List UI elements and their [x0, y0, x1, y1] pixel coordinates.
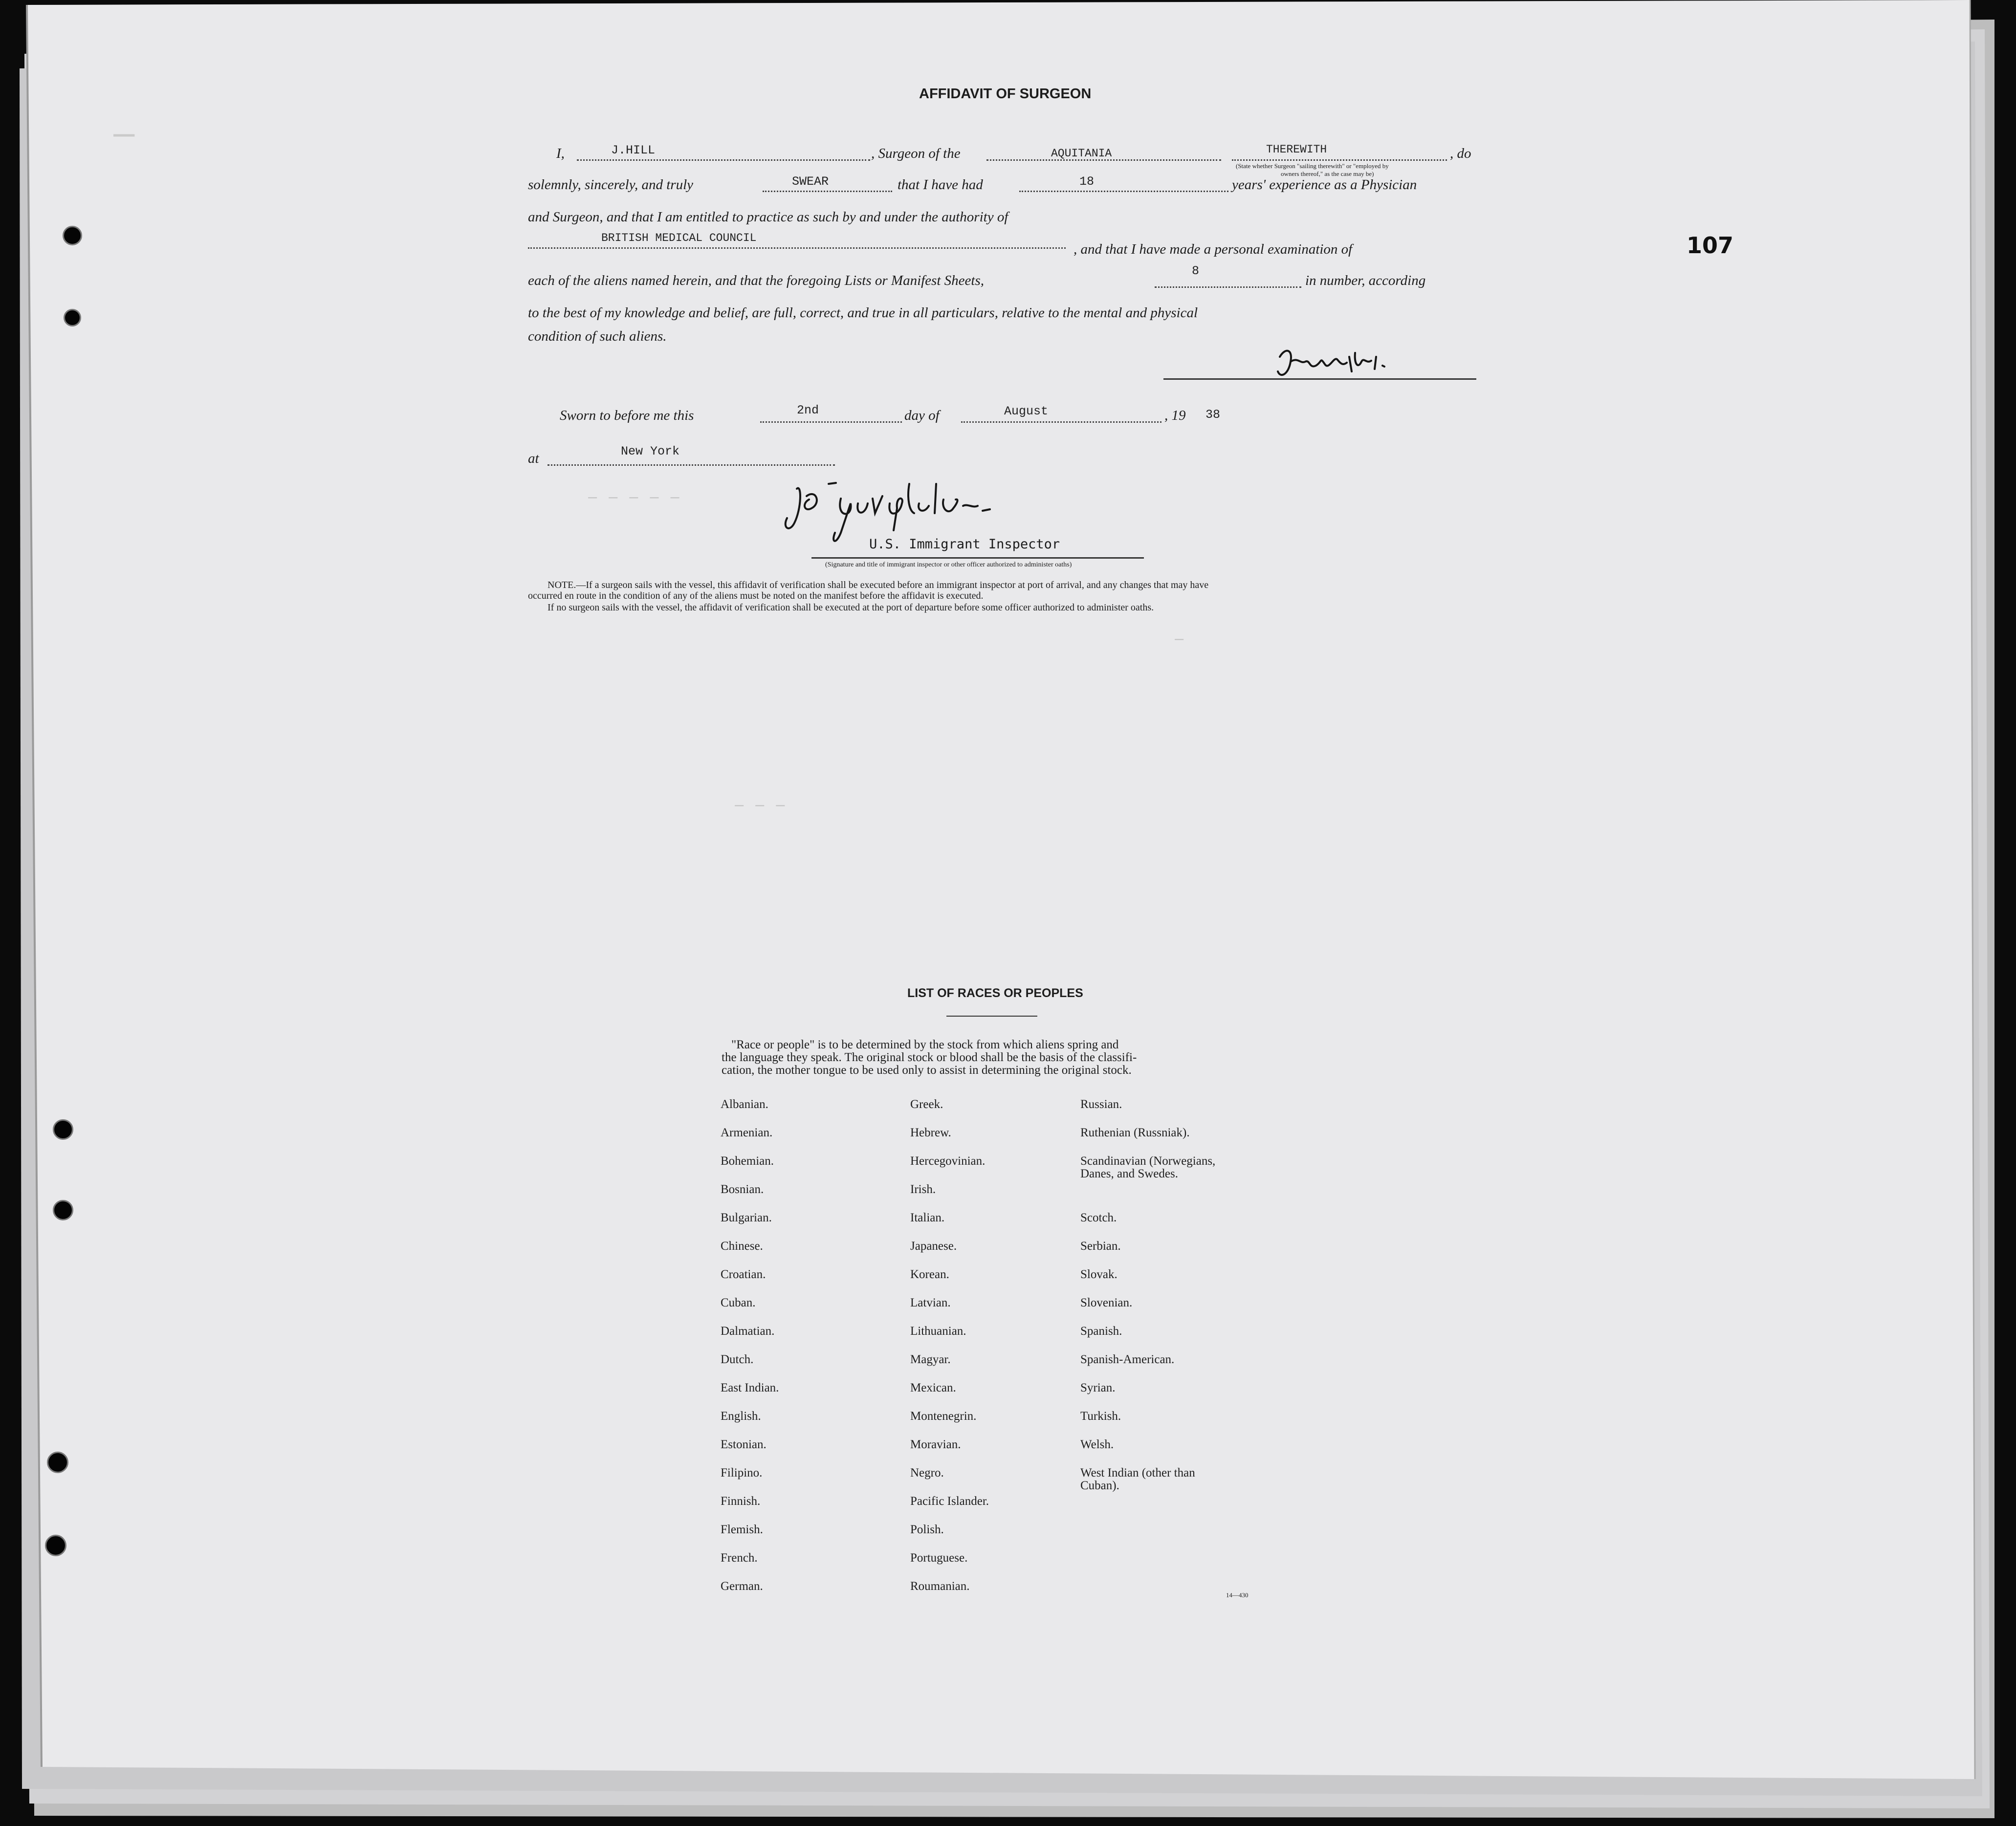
- race-item: West Indian (other than: [1080, 1466, 1195, 1479]
- place-line: [548, 464, 835, 466]
- punch-hole: [63, 226, 82, 245]
- month-line: [961, 421, 1161, 423]
- race-item: Armenian.: [721, 1126, 773, 1139]
- race-item: German.: [721, 1580, 763, 1593]
- race-item: French.: [721, 1551, 758, 1565]
- affidavit-note: If no surgeon sails with the vessel, the affidavit of verification shall be executed at the port of departure before some officer authorized to administer oaths.: [548, 602, 1154, 613]
- race-item: Japanese.: [910, 1239, 957, 1253]
- race-item: Cuban.: [721, 1296, 756, 1309]
- race-item: Bohemian.: [721, 1154, 774, 1168]
- oath-word: SWEAR: [792, 174, 829, 189]
- sworn-day: 2nd: [797, 403, 819, 417]
- race-item: Turkish.: [1080, 1410, 1121, 1423]
- affidavit-text: solemnly, sincerely, and truly: [528, 177, 694, 193]
- inspector-title: U.S. Immigrant Inspector: [869, 537, 1060, 552]
- race-item: Italian.: [910, 1211, 945, 1224]
- race-item: Roumanian.: [910, 1580, 970, 1593]
- affidavit-text: and Surgeon, and that I am entitled to practice as such by and under the authority of: [528, 209, 1008, 225]
- race-item: Serbian.: [1080, 1239, 1121, 1253]
- race-item: Mexican.: [910, 1381, 956, 1394]
- affidavit-text: in number, according: [1305, 273, 1426, 288]
- surgeon-signature-line: [1163, 378, 1476, 380]
- affidavit-text: , 19: [1164, 408, 1186, 423]
- race-item: Dalmatian.: [721, 1325, 775, 1338]
- surgeon-name: J.HILL: [611, 143, 656, 157]
- race-item: Ruthenian (Russniak).: [1080, 1126, 1190, 1139]
- race-item: East Indian.: [721, 1381, 779, 1394]
- authority: BRITISH MEDICAL COUNCIL: [601, 232, 757, 244]
- bleed-through-text: — — — — —: [587, 489, 679, 506]
- punch-hole: [64, 309, 81, 326]
- years-experience: 18: [1079, 174, 1095, 189]
- race-item: Portuguese.: [910, 1551, 968, 1565]
- race-item: Filipino.: [721, 1466, 763, 1479]
- race-item: Hebrew.: [910, 1126, 951, 1139]
- affidavit-title: AFFIDAVIT OF SURGEON: [919, 86, 1092, 102]
- race-item: Magyar.: [910, 1353, 951, 1366]
- race-item: Cuban).: [1080, 1479, 1119, 1492]
- races-intro: the language they speak. The original stock or blood shall be the basis of the classifi-: [722, 1051, 1137, 1064]
- sworn-year: 38: [1205, 408, 1221, 422]
- race-item: Moravian.: [910, 1438, 961, 1451]
- affidavit-note: occurred en route in the condition of any of the aliens must be noted on the manifest before the affidavit is executed.: [528, 590, 984, 601]
- authority-line: [528, 247, 1066, 249]
- race-item: Scandinavian (Norwegians,: [1080, 1154, 1216, 1168]
- affidavit-text: day of: [904, 408, 940, 423]
- inspector-signature: [767, 469, 1071, 547]
- affidavit-text: , do: [1450, 146, 1471, 161]
- race-item: Welsh.: [1080, 1438, 1114, 1451]
- affidavit-text: to the best of my knowledge and belief, are full, correct, and true in all particulars, relative to the mental and physical: [528, 305, 1198, 321]
- oath-line: [763, 191, 892, 192]
- affidavit-text: Sworn to before me this: [560, 408, 694, 423]
- race-item: Dutch.: [721, 1353, 754, 1366]
- bleed-through-text: — — —: [733, 797, 785, 814]
- punch-hole: [45, 1535, 66, 1556]
- race-item: Polish.: [910, 1523, 944, 1536]
- affidavit-text: that I have had: [898, 177, 983, 193]
- day-line: [760, 421, 902, 423]
- manifest-sheets: 8: [1192, 264, 1200, 278]
- race-item: Spanish.: [1080, 1325, 1122, 1338]
- affidavit-text: years' experience as a Physician: [1232, 177, 1417, 193]
- sheets-line: [1155, 286, 1301, 288]
- punch-hole: [53, 1200, 73, 1220]
- affidavit-text: each of the aliens named herein, and that the foregoing Lists or Manifest Sheets,: [528, 273, 984, 288]
- race-item: Spanish-American.: [1080, 1353, 1175, 1366]
- race-item: Scotch.: [1080, 1211, 1117, 1224]
- race-item: Flemish.: [721, 1523, 763, 1536]
- punch-hole: [53, 1119, 73, 1140]
- affidavit-text: condition of such aliens.: [528, 328, 667, 344]
- affidavit-text: , and that I have made a personal examination of: [1074, 241, 1353, 257]
- races-title-rule: [946, 1016, 1037, 1017]
- race-item: Montenegrin.: [910, 1410, 977, 1423]
- affidavit-note: NOTE.—If a surgeon sails with the vessel, this affidavit of verification shall be executed before an immigrant inspector at port of arrival, and any changes that may have: [548, 580, 1209, 590]
- affidavit-text: I,: [556, 146, 565, 161]
- race-item: Lithuanian.: [910, 1325, 966, 1338]
- vessel-name: AQUITANIA: [1051, 147, 1112, 160]
- race-item: Croatian.: [721, 1268, 766, 1281]
- inspector-signature-line: [811, 557, 1144, 559]
- years-line: [1019, 191, 1228, 192]
- bleed-through-text: —: [1173, 630, 1184, 648]
- race-item: Estonian.: [721, 1438, 767, 1451]
- race-item: Albanian.: [721, 1098, 768, 1111]
- race-item: Slovak.: [1080, 1268, 1118, 1281]
- punch-hole: [47, 1452, 68, 1473]
- sworn-month: August: [1004, 404, 1049, 418]
- capacity-line: [1232, 159, 1447, 161]
- race-item: Slovenian.: [1080, 1296, 1133, 1309]
- race-item: Chinese.: [721, 1239, 763, 1253]
- page-number: 107: [1687, 232, 1734, 259]
- races-intro: "Race or people" is to be determined by the stock from which aliens spring and: [731, 1038, 1119, 1051]
- surgeon-name-line: [577, 159, 870, 161]
- race-item: Bulgarian.: [721, 1211, 772, 1224]
- capacity-note: (State whether Surgeon "sailing therewith" or "employed by: [1236, 162, 1389, 170]
- surgeon-capacity: THEREWITH: [1266, 143, 1327, 156]
- race-item: Korean.: [910, 1268, 949, 1281]
- races-title: LIST OF RACES OR PEOPLES: [907, 986, 1083, 1000]
- race-item: Greek.: [910, 1098, 943, 1111]
- race-item: Latvian.: [910, 1296, 951, 1309]
- race-item: Pacific Islander.: [910, 1495, 989, 1508]
- race-item: Hercegovinian.: [910, 1154, 986, 1168]
- race-item: Irish.: [910, 1183, 936, 1196]
- race-item: Russian.: [1080, 1098, 1122, 1111]
- affidavit-text: at: [528, 451, 539, 466]
- inspector-note: (Signature and title of immigrant inspector or other officer authorized to administer oaths): [825, 561, 1072, 568]
- race-item: English.: [721, 1410, 761, 1423]
- form-number: 14—430: [1226, 1591, 1249, 1599]
- capacity-note: owners thereof," as the case may be): [1281, 170, 1374, 177]
- race-item: Negro.: [910, 1466, 944, 1479]
- affidavit-text: , Surgeon of the: [871, 146, 961, 161]
- race-item: Bosnian.: [721, 1183, 764, 1196]
- races-intro: cation, the mother tongue to be used only to assist in determining the original stock.: [722, 1064, 1132, 1077]
- race-item: Syrian.: [1080, 1381, 1116, 1394]
- race-item: Danes, and Swedes.: [1080, 1167, 1178, 1180]
- race-item: Finnish.: [721, 1495, 761, 1508]
- bleed-through-text: —: [108, 112, 135, 153]
- sworn-place: New York: [621, 444, 680, 458]
